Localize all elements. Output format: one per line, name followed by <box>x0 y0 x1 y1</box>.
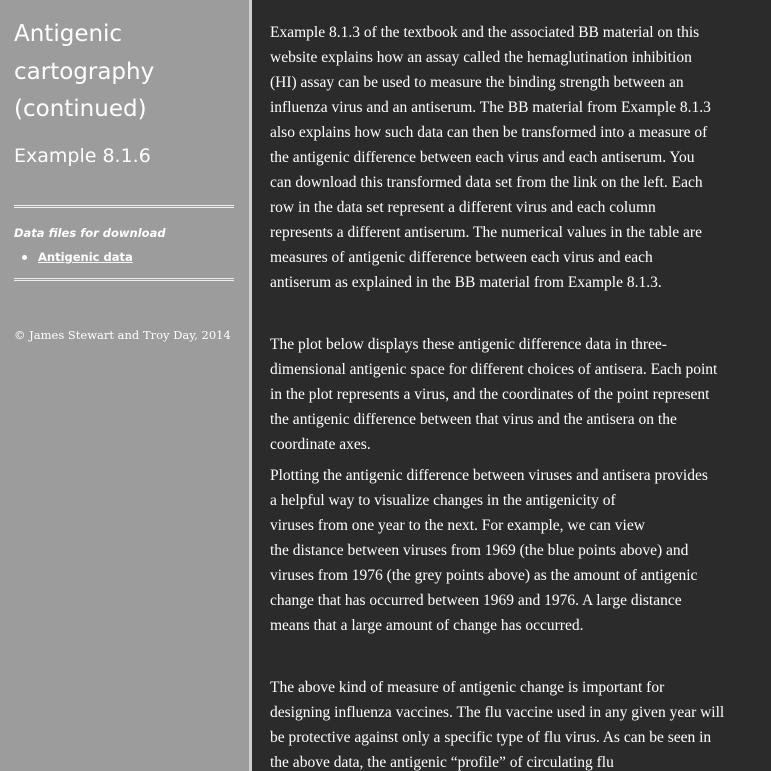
copyright-notice: © James Stewart and Troy Day, 2014 <box>14 328 231 342</box>
page-title-line-2: cartography <box>14 58 155 85</box>
text-line: be protective against only a specific type of flu virus. As can be seen in <box>270 729 712 746</box>
text-line: the antigenic difference between each virus and each antiserum. You <box>270 149 695 166</box>
page-title-line-1: Antigenic <box>14 21 123 47</box>
paragraph-antigenic-change <box>270 463 770 638</box>
text-line: influenza virus and an antiserum. The BB material from Example 8.1.3 <box>270 99 711 116</box>
text-line: viruses from one year to the next. For example, we can view <box>270 517 645 534</box>
text-line: the distance between viruses from 1969 (the blue points above) and <box>270 542 689 559</box>
text-line: a helpful way to visualize changes in the antigenicity of <box>270 492 616 509</box>
text-line: means that a large amount of change has occurred. <box>270 617 584 634</box>
text-line: represents a different antiserum. The numerical values in the table are <box>270 224 702 241</box>
text-line: row in the data set represent a different virus and each column <box>270 199 656 216</box>
downloads-list <box>14 248 133 266</box>
text-line: coordinate axes. <box>270 436 371 453</box>
downloads-list-item <box>14 248 133 266</box>
text-line: The plot below displays these antigenic difference data in three- <box>270 336 667 353</box>
text-line: designing influenza vaccines. The flu vaccine used in any given year will <box>270 704 725 721</box>
text-line: viruses from 1976 (the grey points above) as the amount of antigenic <box>270 567 698 584</box>
text-line: change that has occurred between 1969 and 1976. A large distance <box>270 592 682 609</box>
text-line: the above data, the antigenic “profile” of circulating flu <box>270 754 614 771</box>
paragraph-vaccines <box>270 675 770 771</box>
sidebar-divider-top <box>14 205 234 208</box>
paragraph-intro <box>270 20 770 295</box>
text-line: (HI) assay can be used to measure the binding strength between an <box>270 74 684 91</box>
text-line: dimensional antigenic space for different choices of antisera. Each point <box>270 361 718 378</box>
main-content <box>252 0 771 771</box>
example-subtitle: Example 8.1.6 <box>14 145 151 167</box>
bullet-icon <box>22 255 27 260</box>
text-line: website explains how an assay called the hemaglutination inhibition <box>270 49 692 66</box>
sidebar-divider-bottom <box>14 278 234 281</box>
sidebar <box>0 0 249 771</box>
downloads-heading: Data files for download <box>14 226 166 240</box>
text-line: antiserum as explained in the BB material from Example 8.1.3. <box>270 274 662 291</box>
text-line: Plotting the antigenic difference between viruses and antisera provides <box>270 467 708 484</box>
text-line: in the plot represents a virus, and the coordinates of the point represent <box>270 386 710 403</box>
antigenic-data-link[interactable]: Antigenic data <box>38 250 133 264</box>
text-line: measures of antigenic difference between each virus and each <box>270 249 653 266</box>
page-title-line-3: (continued) <box>14 96 147 122</box>
paragraph-plot-description <box>270 332 770 457</box>
text-line: also explains how such data can then be transformed into a measure of <box>270 124 708 141</box>
text-line: Example 8.1.3 of the textbook and the associated BB material on this <box>270 24 700 41</box>
page-title <box>14 16 244 129</box>
text-line: the antigenic difference between that virus and the antisera on the <box>270 411 677 428</box>
text-line: The above kind of measure of antigenic change is important for <box>270 679 665 696</box>
text-line: can download this transformed data set from the link on the left. Each <box>270 174 703 191</box>
